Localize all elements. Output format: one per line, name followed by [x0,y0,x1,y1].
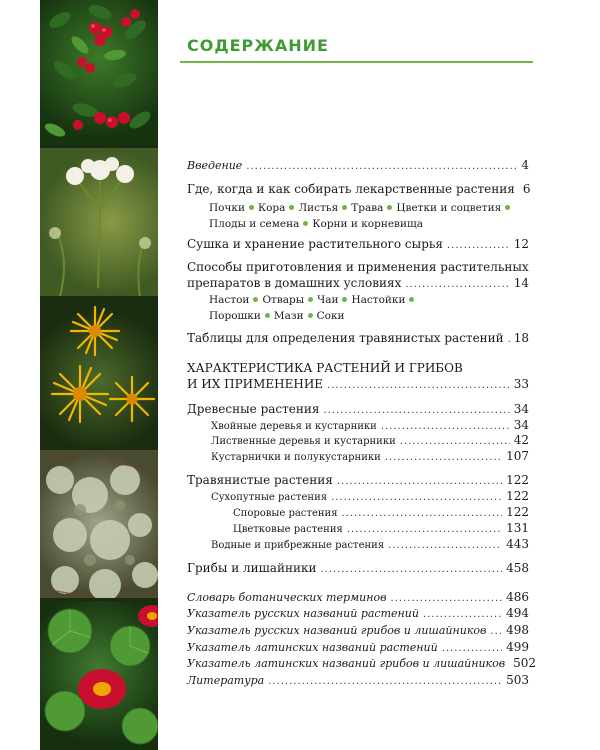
bullet-dot [505,205,510,210]
part-ointments: Мази [273,310,304,322]
part-tinctures: Настойки [351,294,406,306]
toc-entry-title: препаратов в домашних условиях [187,276,402,290]
toc-leader [391,593,503,604]
umbellifer-photo [40,148,158,296]
toc-entry-title: Споровые растения [233,508,338,519]
toc-entry-methods-line-1[interactable]: Способы приготовления и применения растительных [187,260,529,274]
toc-entry-page: 503 [506,673,529,687]
toc-entry-title: Грибы и лишайники [187,561,317,575]
toc-entry-page: 486 [506,590,529,604]
toc-entry-index-lat-fungi[interactable] [187,656,537,670]
toc-entry-title: Указатель латинских названий растений [187,641,438,654]
toc-entry-woody[interactable] [187,402,529,416]
toc-entry-title: Сушка и хранение растительного сырья [187,237,443,251]
photo-strip [40,0,158,750]
toc-leader [508,334,510,345]
toc-entry-title: Кустарнички и полукустарники [211,452,381,463]
toc-entry-title: Введение [187,159,243,172]
toc-entry-page: 443 [506,537,529,551]
toc-entry-title: Хвойные деревья и кустарники [211,421,377,432]
toc-entry-title: Лиственные деревья и кустарники [211,436,396,447]
part-roots: Корни и корневища [312,218,423,230]
page-title: СОДЕРЖАНИЕ [187,36,329,55]
toc-leader [268,676,502,687]
toc-leader [331,492,502,503]
bullet-dot [308,313,313,318]
bullet-dot [289,205,294,210]
toc-entry-page: 33 [513,377,529,391]
toc-entry-page: 494 [506,606,529,620]
toc-entry-title: Сухопутные растения [211,492,328,503]
toc-leader [337,476,502,487]
toc-entry-glossary[interactable] [187,590,529,604]
bullet-dot [342,297,347,302]
toc-entry-index-ru-fungi[interactable] [187,623,529,637]
toc-entry-page: 122 [506,505,529,519]
lingonberry-photo [40,0,158,145]
toc-entry-herbaceous[interactable] [187,473,529,487]
toc-entry-collect[interactable] [187,182,529,196]
toc-leader [347,524,502,535]
toc-entry-title: Водные и прибрежные растения [211,540,385,551]
part-decoctions: Отвары [262,294,305,306]
part-powders: Порошки [209,310,261,322]
toc-entry-page: 18 [513,331,529,345]
toc-leader [320,564,502,575]
toc-entry-page: 499 [506,640,529,654]
toc-section-line-1[interactable]: ХАРАКТЕРИСТИКА РАСТЕНИЙ И ГРИБОВ [187,361,463,375]
bullet-dot [409,297,414,302]
part-juices: Соки [316,310,345,322]
toc-entry-intro[interactable] [187,158,529,172]
part-teas: Чаи [317,294,339,306]
part-leaves: Листья [298,202,339,214]
toc-leader [442,643,502,654]
toc-entry-page: 4 [521,158,529,172]
toc-entry-terrestrial[interactable] [211,489,529,503]
toc-leader [400,436,510,447]
part-fruits: Плоды и семена [209,218,300,230]
toc-leader [381,421,510,432]
toc-entry-page: 502 [513,656,537,670]
toc-entry-title: Травянистые растения [187,473,333,487]
toc-entry-page: 107 [506,449,529,463]
methods-parts-row-1 [209,294,418,306]
toc-entry-drying[interactable] [187,237,529,251]
toc-entry-page: 12 [513,237,529,251]
toc-entry-title: Таблицы для определения травянистых растений [187,331,504,345]
toc-leader [423,609,502,620]
toc-entry-index-lat-plants[interactable] [187,640,529,654]
toc-entry-page: 122 [506,473,529,487]
toc-entry-literature[interactable] [187,673,529,687]
nasturtium-photo [40,601,158,750]
methods-parts-row-2 [209,310,345,322]
elecampane-photo [40,299,158,447]
toc-entry-title: Где, когда и как собирать лекарственные растения [187,182,515,196]
toc-entry-title: Указатель русских названий грибов и лишайников [187,624,487,637]
toc-entry-conifers[interactable] [211,418,529,432]
toc-entry-page: 498 [506,623,529,637]
bullet-dot [253,297,258,302]
toc-leader [342,508,503,519]
toc-entry-index-ru-plants[interactable] [187,606,529,620]
toc-entry-title: Литература [187,674,265,687]
toc-entry-methods[interactable] [187,276,529,290]
toc-leader [385,452,502,463]
bullet-dot [342,205,347,210]
toc-entry-page: 14 [513,276,529,290]
part-bark: Кора [257,202,286,214]
toc-entry-page: 458 [506,561,529,575]
part-infusions: Настои [209,294,250,306]
bullet-dot [387,205,392,210]
toc-entry-title: И ИХ ПРИМЕНЕНИЕ [187,377,324,391]
toc-entry-page: 34 [513,402,529,416]
toc-leader [246,161,517,172]
toc-entry-page: 34 [513,418,529,432]
toc-entry-title: Указатель латинских названий грибов и лишайников [187,657,506,670]
toc-entry-flowering[interactable] [233,521,529,535]
bullet-dot [303,221,308,226]
toc-entry-title: Цветковые растения [233,524,343,535]
toc-entry-page: 42 [513,433,529,447]
toc-entry-page: 131 [506,521,529,535]
bullet-dot [249,205,254,210]
part-herb: Трава [351,202,384,214]
toc-entry-aquatic[interactable] [211,537,529,551]
toc-leader [447,240,510,251]
toc-leader [327,380,510,391]
toc-entry-title: Словарь ботанических терминов [187,591,387,604]
toc-section-characteristics[interactable] [187,377,529,391]
collect-parts-row-2 [209,218,423,230]
toc-entry-spore[interactable] [233,505,529,519]
toc-entry-title: Древесные растения [187,402,320,416]
toc-entry-page: 6 [522,182,531,196]
toc-entry-page: 122 [506,489,529,503]
bullet-dot [265,313,270,318]
lichen-photo [40,450,158,598]
toc-entry-fungi[interactable] [187,561,529,575]
part-buds: Почки [209,202,245,214]
toc-leader [323,405,509,416]
part-flowers: Цветки и соцветия [396,202,502,214]
title-underline [180,61,533,63]
toc-leader [388,540,502,551]
collect-parts-row-1 [209,202,514,214]
toc-leader [490,626,502,637]
toc-entry-shrublets[interactable] [211,449,529,463]
bullet-dot [308,297,313,302]
toc-entry-title: Указатель русских названий растений [187,607,419,620]
toc-entry-deciduous[interactable] [211,433,529,447]
toc-entry-tables[interactable] [187,331,529,345]
toc-leader [405,279,509,290]
